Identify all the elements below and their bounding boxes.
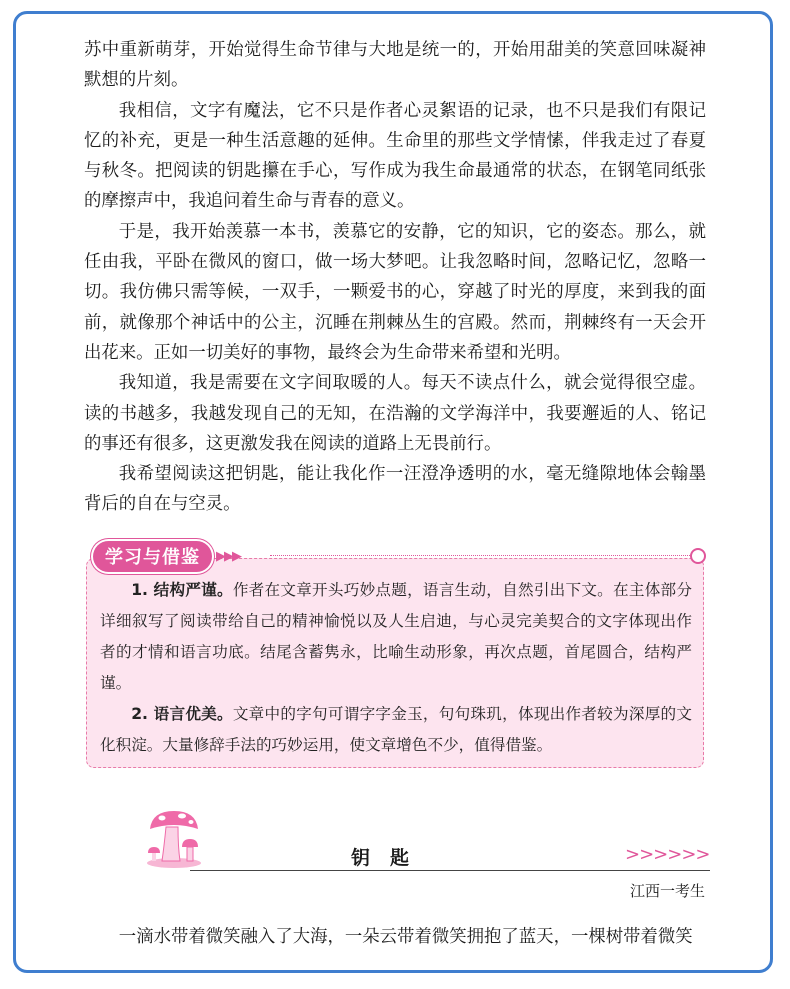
point-text: 文章中的字句可谓字字金玉，句句珠玑，体现出作者较为深厚的文化积淀。大量修辞手法的巧妙运用，使文章增色不少，值得借鉴。 xyxy=(100,705,692,754)
paragraph: 我相信，文字有魔法，它不只是作者心灵絮语的记录，也不只是我们有限记忆的补充，更是一种生活意趣的延伸。生命里的那些文学情愫，伴我走过了春夏与秋冬。把阅读的钥匙攥在手心，写作成为我生命最通常的状态，在钢笔同纸张的摩擦声中，我追问着生命与青春的意义。 xyxy=(84,100,706,212)
essay-title: 钥匙 xyxy=(350,847,429,869)
title-underline xyxy=(190,870,710,871)
point-heading: 2. 语言优美。 xyxy=(131,705,233,723)
point-heading: 1. 结构严谨。 xyxy=(131,581,233,599)
essay-author: 江西一考生 xyxy=(629,882,705,900)
article-body xyxy=(84,35,706,520)
header-end-circle xyxy=(690,548,706,564)
learning-header xyxy=(93,540,240,572)
arrow-icon: ▶▶▶ xyxy=(216,548,240,564)
learning-point xyxy=(100,699,692,761)
learning-title: 学习与借鉴 xyxy=(93,541,212,572)
chevron-arrows-icon: >>>>>> xyxy=(625,844,710,865)
paragraph: 我希望阅读这把钥匙，能让我化作一汪澄净透明的水，毫无缝隙地体会翰墨背后的自在与空灵。 xyxy=(84,464,706,515)
header-dotted-line xyxy=(270,555,690,556)
paragraph: 苏中重新萌芽，开始觉得生命节律与大地是统一的，开始用甜美的笑意回味凝神默想的片刻。 xyxy=(84,40,706,91)
learning-text xyxy=(100,575,692,761)
learning-point xyxy=(100,575,692,699)
essay-first-line: 一滴水带着微笑融入了大海，一朵云带着微笑拥抱了蓝天，一棵树带着微笑 xyxy=(118,927,693,947)
point-text: 作者在文章开头巧妙点题，语言生动，自然引出下文。在主体部分详细叙写了阅读带给自己的精神愉悦以及人生启迪，与心灵完美契合的文字体现出作者的才情和语言功底。结尾含蓄隽永，比喻生动形象，再次点题，首尾圆合，结构严谨。 xyxy=(100,581,692,692)
mushroom-icon xyxy=(144,807,204,869)
paragraph: 我知道，我是需要在文字间取暖的人。每天不读点什么，就会觉得很空虚。读的书越多，我越发现自己的无知，在浩瀚的文学海洋中，我要邂逅的人、铭记的事还有很多，这更激发我在阅读的道路上无畏前行。 xyxy=(84,373,706,454)
paragraph: 于是，我开始羡慕一本书，羡慕它的安静，它的知识，它的姿态。那么，就任由我，平卧在微风的窗口，做一场大梦吧。让我忽略时间，忽略记忆，忽略一切。我仿佛只需等候，一双手，一颗爱书的心，穿越了时光的厚度，来到我的面前，就像那个神话中的公主，沉睡在荆棘丛生的宫殿。然而，荆棘终有一天会开出花来。正如一切美好的事物，最终会为生命带来希望和光明。 xyxy=(84,221,706,363)
